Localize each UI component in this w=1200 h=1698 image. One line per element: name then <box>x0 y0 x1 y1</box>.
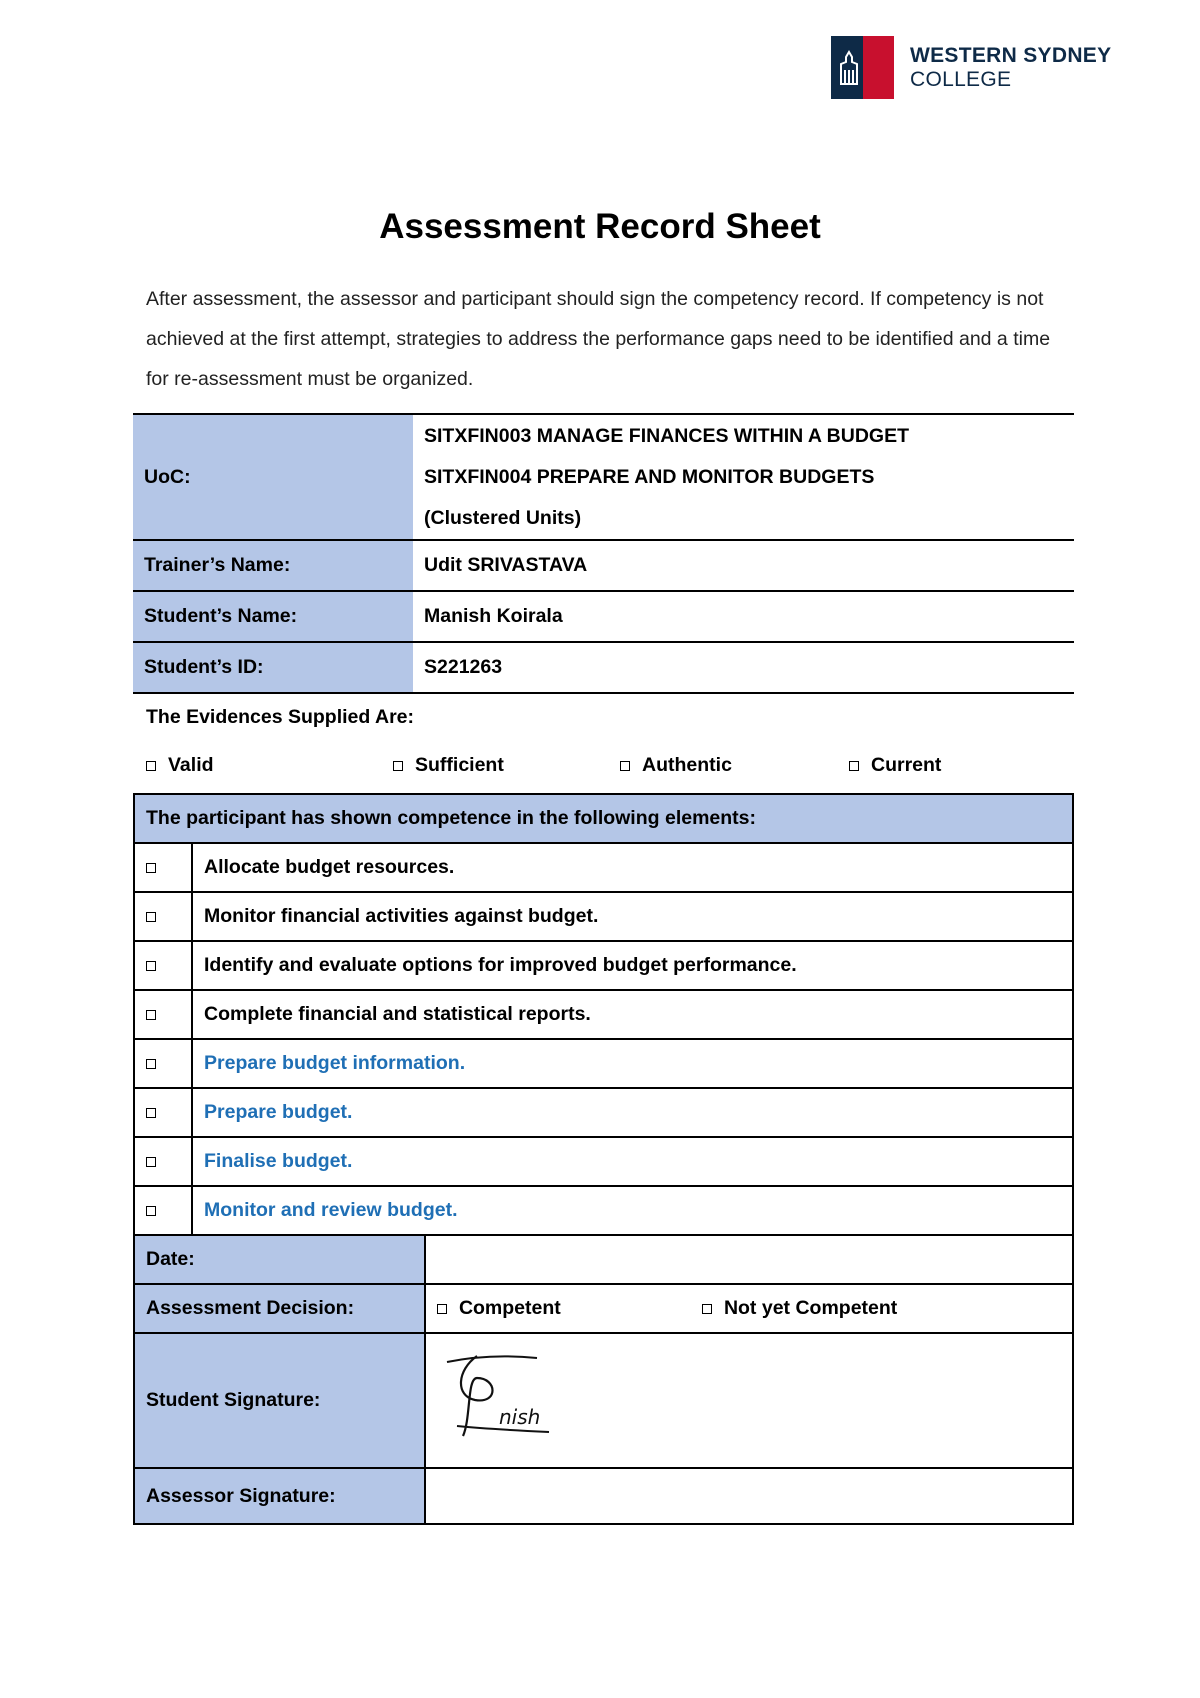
student-signature-field[interactable] <box>425 1333 1073 1468</box>
uoc-line3: (Clustered Units) <box>424 506 582 529</box>
student-id-row <box>133 642 1074 693</box>
checkbox[interactable] <box>146 761 156 771</box>
element-checkbox-cell[interactable] <box>134 1088 192 1137</box>
student-label: Student’s Name: <box>133 591 413 642</box>
uoc-line1: SITXFIN003 MANAGE FINANCES WITHIN A BUDGET <box>424 424 909 447</box>
elements-heading-row <box>134 794 1073 843</box>
college-crest-icon <box>831 36 894 99</box>
student-row <box>133 591 1074 642</box>
trainer-row <box>133 540 1074 591</box>
elements-heading: The participant has shown competence in the following elements: <box>134 794 1073 843</box>
uoc-row <box>133 414 1074 540</box>
element-checkbox-cell[interactable] <box>134 1137 192 1186</box>
checkbox[interactable] <box>146 1108 156 1118</box>
date-field[interactable] <box>425 1235 1073 1284</box>
checkbox[interactable] <box>146 1059 156 1069</box>
checkbox[interactable] <box>146 863 156 873</box>
student-value: Manish Koirala <box>413 591 1074 642</box>
element-checkbox-cell[interactable] <box>134 990 192 1039</box>
uoc-label: UoC: <box>133 414 413 540</box>
page-title: Assessment Record Sheet <box>379 207 821 246</box>
uoc-value <box>413 414 1074 540</box>
logo-line1: WESTERN SYDNEY <box>910 43 1112 67</box>
element-checkbox-cell[interactable] <box>134 843 192 892</box>
student-signature-label: Student Signature: <box>134 1333 425 1468</box>
checkbox[interactable] <box>146 912 156 922</box>
decision-competent[interactable]: Competent <box>437 1297 702 1320</box>
decision-row <box>134 1284 1073 1333</box>
uoc-line2: SITXFIN004 PREPARE AND MONITOR BUDGETS <box>424 465 875 488</box>
evidence-sufficient[interactable]: Sufficient <box>393 754 504 777</box>
intro-paragraph: After assessment, the assessor and participant should sign the competency record. If competency is not achieved at the first attempt, strategies to address the performance gaps need to be identified and a time for re-assessment must be organized. <box>146 288 1051 390</box>
date-label: Date: <box>134 1235 425 1284</box>
assessor-signature-field[interactable] <box>425 1468 1073 1524</box>
checkbox[interactable] <box>702 1304 712 1314</box>
element-row <box>134 892 1073 941</box>
evidence-current[interactable]: Current <box>849 754 941 777</box>
element-label: Finalise budget. <box>192 1137 1073 1186</box>
element-label: Prepare budget. <box>192 1088 1073 1137</box>
element-checkbox-cell[interactable] <box>134 892 192 941</box>
checkbox[interactable] <box>146 1010 156 1020</box>
element-label: Prepare budget information. <box>192 1039 1073 1088</box>
checkbox[interactable] <box>849 761 859 771</box>
element-checkbox-cell[interactable] <box>134 941 192 990</box>
element-label: Complete financial and statistical reports. <box>192 990 1073 1039</box>
date-row <box>134 1235 1073 1284</box>
element-checkbox-cell[interactable] <box>134 1186 192 1235</box>
element-label: Identify and evaluate options for improved budget performance. <box>192 941 1073 990</box>
evidence-heading: The Evidences Supplied Are: <box>146 706 415 728</box>
element-row <box>134 1088 1073 1137</box>
assessor-signature-row <box>134 1468 1073 1524</box>
decision-not-yet-competent[interactable]: Not yet Competent <box>702 1297 897 1320</box>
element-row <box>134 990 1073 1039</box>
checkbox[interactable] <box>146 961 156 971</box>
decision-options <box>425 1284 1073 1333</box>
checkbox[interactable] <box>146 1157 156 1167</box>
element-checkbox-cell[interactable] <box>134 1039 192 1088</box>
checkbox[interactable] <box>393 761 403 771</box>
element-label: Monitor and review budget. <box>192 1186 1073 1235</box>
checkbox[interactable] <box>620 761 630 771</box>
student-id-value: S221263 <box>413 642 1074 693</box>
logo-line2: COLLEGE <box>910 67 1012 91</box>
checkbox[interactable] <box>146 1206 156 1216</box>
student-signature-row <box>134 1333 1073 1468</box>
college-logo <box>831 36 1111 99</box>
element-row <box>134 941 1073 990</box>
signature-text: nish <box>498 1404 541 1429</box>
student-id-label: Student’s ID: <box>133 642 413 693</box>
checkbox[interactable] <box>437 1304 447 1314</box>
element-row <box>134 1137 1073 1186</box>
assessor-signature-label: Assessor Signature: <box>134 1468 425 1524</box>
element-label: Monitor financial activities against budget. <box>192 892 1073 941</box>
evidence-valid[interactable]: Valid <box>146 754 214 777</box>
evidence-authentic[interactable]: Authentic <box>620 754 732 777</box>
elements-table <box>133 793 1074 1525</box>
trainer-value: Udit SRIVASTAVA <box>413 540 1074 591</box>
handwritten-signature-icon <box>437 1348 557 1448</box>
trainer-label: Trainer’s Name: <box>133 540 413 591</box>
element-row <box>134 1186 1073 1235</box>
record-table <box>133 413 1074 694</box>
decision-label: Assessment Decision: <box>134 1284 425 1333</box>
element-label: Allocate budget resources. <box>192 843 1073 892</box>
element-row <box>134 1039 1073 1088</box>
element-row <box>134 843 1073 892</box>
